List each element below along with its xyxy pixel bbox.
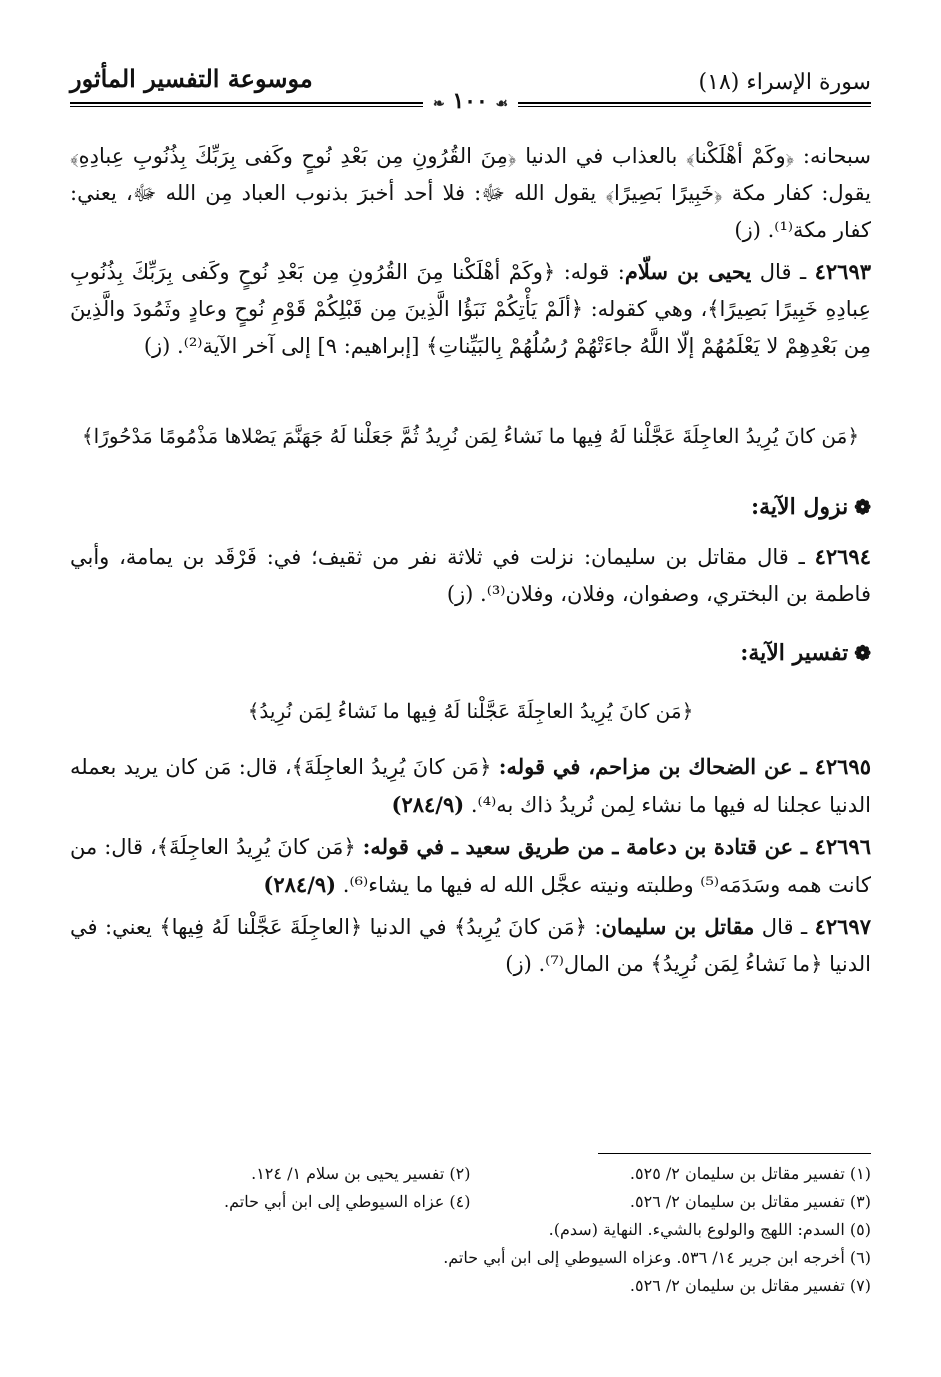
footnote-7: (٧) تفسير مقاتل بن سليمان ٢/ ٥٢٦.	[629, 1276, 871, 1295]
footnote-4: (٤) عزاه السيوطي إلى ابن أبي حاتم.	[224, 1192, 471, 1211]
section-heading-tafsir	[70, 635, 871, 672]
cross-reference: (٢٨٤/٩)	[263, 872, 337, 897]
cross-reference: (٢٨٤/٩)	[391, 792, 465, 817]
footnote-5: (٥) السدم: اللهج والولوع بالشيء. النهاية (سدم).	[548, 1220, 871, 1239]
footnote-1: (١) تفسير مقاتل بن سليمان ٢/ ٥٢٥.	[629, 1164, 871, 1183]
entry-number: ٤٢٦٩٥	[814, 754, 871, 779]
footnote-6: (٦) أخرجه ابن جرير ١٤/ ٥٣٦. وعزاه السيوطي إلى ابن أبي حاتم.	[443, 1248, 871, 1267]
entry-42693	[70, 253, 871, 365]
entry-number: ٤٢٦٩٤	[814, 544, 871, 569]
paragraph-continued: سبحانه: ﴿وكَمْ أهْلَكْنا﴾ بالعذاب في الدنيا ﴿مِنَ القُرُونِ مِن بَعْدِ نُوحٍ وكَفى بِرَبِّكَ بِذُنُوبِ عِبادِهِ﴾ يقول: كفار مكة ﴿خَبِيرًا بَصِيرًا﴾ يقول الله ﷻ: فلا أحد أخبرَ بذنوب العباد مِن الله ﷻ، يعني: كفار مكة⁽¹⁾. (ز)	[70, 144, 871, 242]
entry-number: ٤٢٦٩٣	[814, 259, 872, 284]
entry-42695	[70, 748, 871, 824]
right-ornament-icon: ☙	[495, 96, 509, 112]
page-number-holder	[0, 88, 941, 114]
page-number-text: ١٠٠	[452, 88, 488, 114]
entry-42694	[70, 538, 871, 613]
entry-42696	[70, 828, 871, 904]
footnote-row	[70, 1188, 871, 1216]
entry-text: ـ قال مقاتل بن سليمان: نزلت في ثلاثة نفر من ثقيف؛ في: فَرْقَد بن يمامة، وأبي فاطمة بن البختري، وصفوان، وفلان، وفلان⁽³⁾. (ز)	[70, 545, 871, 606]
footnote-row	[70, 1160, 871, 1188]
footnote-3: (٣) تفسير مقاتل بن سليمان ٢/ ٥٢٦.	[629, 1192, 871, 1211]
entry-text: : قوله: ﴿وكَمْ أهْلَكْنا مِنَ القُرُونِ مِن بَعْدِ نُوحٍ وكَفى بِرَبِّكَ بِذُنُوبِ عِبادِهِ خَبِيرًا بَصِيرًا﴾، وهي كقوله: ﴿ألَمْ يَأْتِكُمْ نَبَؤُا الَّذِينَ مِن قَبْلِكُمْ قَوْمِ نُوحٍ وعادٍ وثَمُودَ والَّذِينَ مِن بَعْدِهِمْ لا يَعْلَمُهُمْ إلّا اللَّهُ جاءَتْهُمْ رُسُلُهُمْ بِالبَيِّناتِ﴾ [إبراهيم: ٩] إلى آخر الآية⁽²⁾. (ز)	[70, 260, 871, 358]
entry-lead: ـ قال	[751, 260, 815, 284]
narrator-name: يحيى بن سلّام	[624, 259, 752, 284]
page-number	[423, 88, 518, 114]
narrator-name: ـ عن الضحاك بن مزاحم، في قوله:	[498, 754, 815, 779]
entry-42697	[70, 908, 871, 983]
entry-text: ﴿مَن كانَ يُرِيدُ العاجِلَةَ﴾، قال: مَن كان يريد بعمله الدنيا عجلنا له فيها ما نشاء لِمن نُريدُ ذاك به⁽⁴⁾.	[70, 755, 871, 817]
entry-number: ٤٢٦٩٦	[814, 834, 871, 859]
surah-title: سورة الإسراء (١٨)	[698, 70, 871, 95]
entry-number: ٤٢٦٩٧	[814, 914, 871, 939]
entry-text: : ﴿مَن كانَ يُرِيدُ﴾ في الدنيا ﴿العاجِلَةَ عَجَّلْنا لَهُ فِيها﴾ يعني: في الدنيا ﴿ما نَشاءُ لِمَن نُرِيدُ﴾ من المال⁽⁷⁾. (ز)	[70, 915, 871, 976]
left-ornament-icon: ❧	[432, 96, 445, 112]
section-heading-text: تفسير الآية:	[740, 640, 849, 666]
entry-text: ﴿مَن كانَ يُرِيدُ العاجِلَةَ﴾، قال: من كانت همه وسَدَمَه⁽⁵⁾ وطلبته ونيته عجَّل الله له فيها ما يشاء⁽⁶⁾.	[70, 835, 871, 897]
entry-lead: ـ قال	[754, 915, 815, 939]
section-heading-text: نزول الآية:	[751, 494, 849, 520]
book-title: موسوعة التفسير المأثور	[70, 64, 313, 93]
page-body	[70, 138, 871, 983]
ayah-partial: ﴿مَن كانَ يُرِيدُ العاجِلَةَ عَجَّلْنا لَهُ فِيها ما نَشاءُ لِمَن نُرِيدُ﴾	[247, 699, 694, 723]
footnote-rule	[598, 1153, 871, 1154]
footnotes	[70, 1160, 871, 1300]
footnote-2: (٢) تفسير يحيى بن سلام ١/ ١٢٤.	[251, 1164, 471, 1183]
flower-ornament-icon: ❁	[854, 641, 871, 665]
narrator-name: ـ عن قتادة بن دعامة ـ من طريق سعيد ـ في قوله:	[362, 834, 815, 859]
flower-ornament-icon: ❁	[854, 495, 871, 519]
section-heading-revelation	[70, 489, 871, 526]
narrator-name: مقاتل بن سليمان	[601, 914, 755, 939]
ayah-full: ﴿مَن كانَ يُرِيدُ العاجِلَةَ عَجَّلْنا لَهُ فِيها ما نَشاءُ لِمَن نُرِيدُ ثُمَّ جَعَلْنا لَهُ جَهَنَّمَ يَصْلاها مَذْمُومًا مَدْحُورًا﴾	[81, 424, 860, 448]
